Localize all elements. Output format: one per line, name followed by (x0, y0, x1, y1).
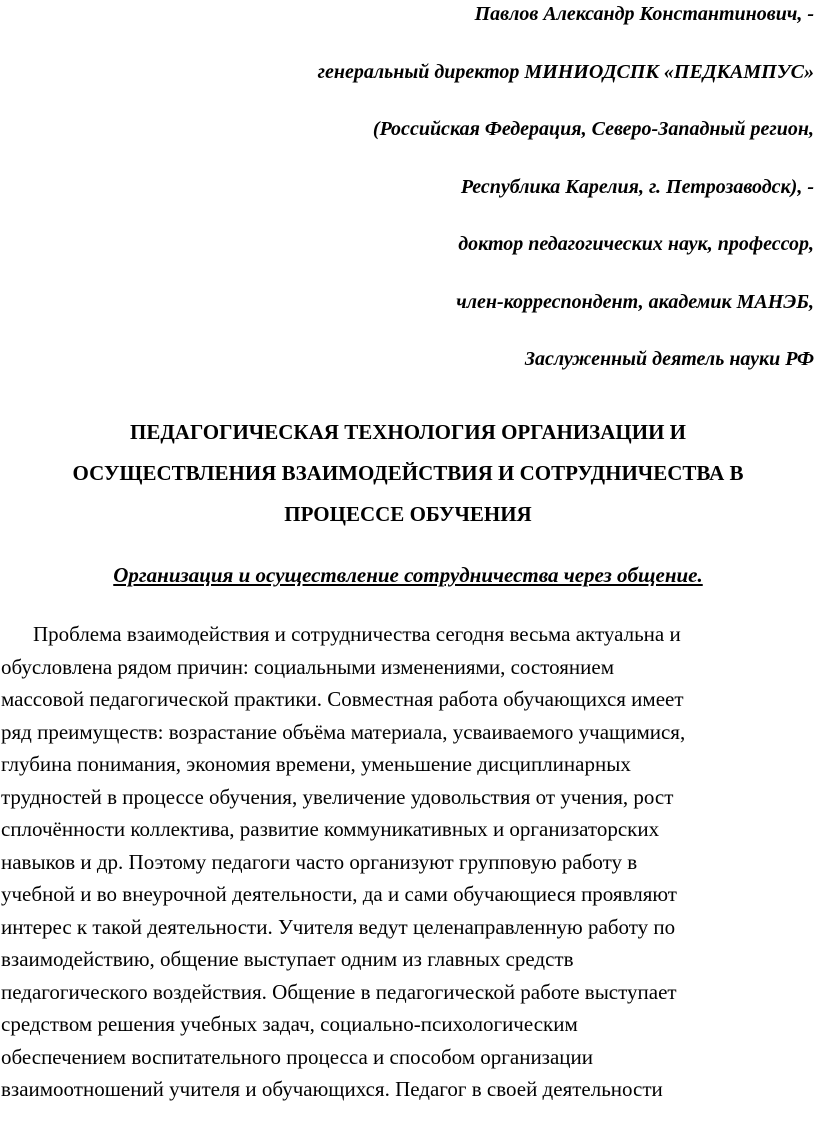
author-line: доктор педагогических наук, профессор, (458, 233, 814, 255)
paragraph-line: взаимоотношений учителя и обучающихся. Педагог в своей деятельности (1, 1077, 663, 1101)
author-line: генеральный директор МИНИОДСПК «ПЕДКАМПУС» (317, 60, 814, 83)
section-subtitle: Организация и осуществление сотрудничества через общение. (113, 563, 703, 587)
document-title (0, 412, 816, 535)
paragraph-line: сплочённости коллектива, развитие коммуникативных и организаторских (1, 817, 660, 841)
paragraph-line: педагогического воздействия. Общение в педагогической работе выступает (1, 979, 677, 1004)
author-line: Заслуженный деятель науки РФ (524, 348, 814, 370)
paragraph-line: трудностей в процессе обучения, увеличение удовольствия от учения, рост (1, 784, 674, 809)
paragraph-line: ряд преимуществ: возрастание объёма материала, усваиваемого учащимися, (1, 719, 686, 744)
body-paragraph (0, 618, 816, 1106)
title-line: ПРОЦЕССЕ ОБУЧЕНИЯ (284, 502, 532, 526)
paragraph-line: взаимодействию, общение выступает одним из главных средств (1, 947, 574, 971)
paragraph-line: средством решения учебных задач, социально-психологическим (1, 1012, 578, 1036)
paragraph-line: массовой педагогической практики. Совместная работа обучающихся имеет (1, 687, 684, 711)
paragraph-line: глубина понимания, экономия времени, уменьшение дисциплинарных (1, 752, 631, 776)
paragraph-line: интерес к такой деятельности. Учителя ведут целенаправленную работу по (1, 914, 676, 939)
paragraph-line: навыков и др. Поэтому педагоги часто организуют групповую работу в (1, 849, 638, 874)
title-line: ПЕДАГОГИЧЕСКАЯ ТЕХНОЛОГИЯ ОРГАНИЗАЦИИ И (129, 420, 687, 444)
paragraph-line: Проблема взаимодействия и сотрудничества сегодня весьма актуальна и (33, 622, 681, 646)
title-line: ОСУЩЕСТВЛЕНИЯ ВЗАИМОДЕЙСТВИЯ И СОТРУДНИЧЕСТВА В (72, 461, 744, 485)
paragraph-line: обеспечением воспитательного процесса и способом организации (1, 1044, 594, 1069)
author-line: Павлов Александр Константинович, - (474, 3, 814, 25)
author-line: член-корреспондент, академик МАНЭБ, (456, 290, 814, 313)
author-line: Республика Карелия, г. Петрозаводск), - (460, 175, 814, 198)
author-info (54, 0, 816, 389)
paragraph-line: учебной и во внеурочной деятельности, да и сами обучающиеся проявляют (1, 882, 677, 906)
author-line: (Российская Федерация, Северо-Западный регион, (372, 118, 814, 140)
paragraph-line: обусловлена рядом причин: социальными изменениями, состоянием (1, 654, 614, 679)
